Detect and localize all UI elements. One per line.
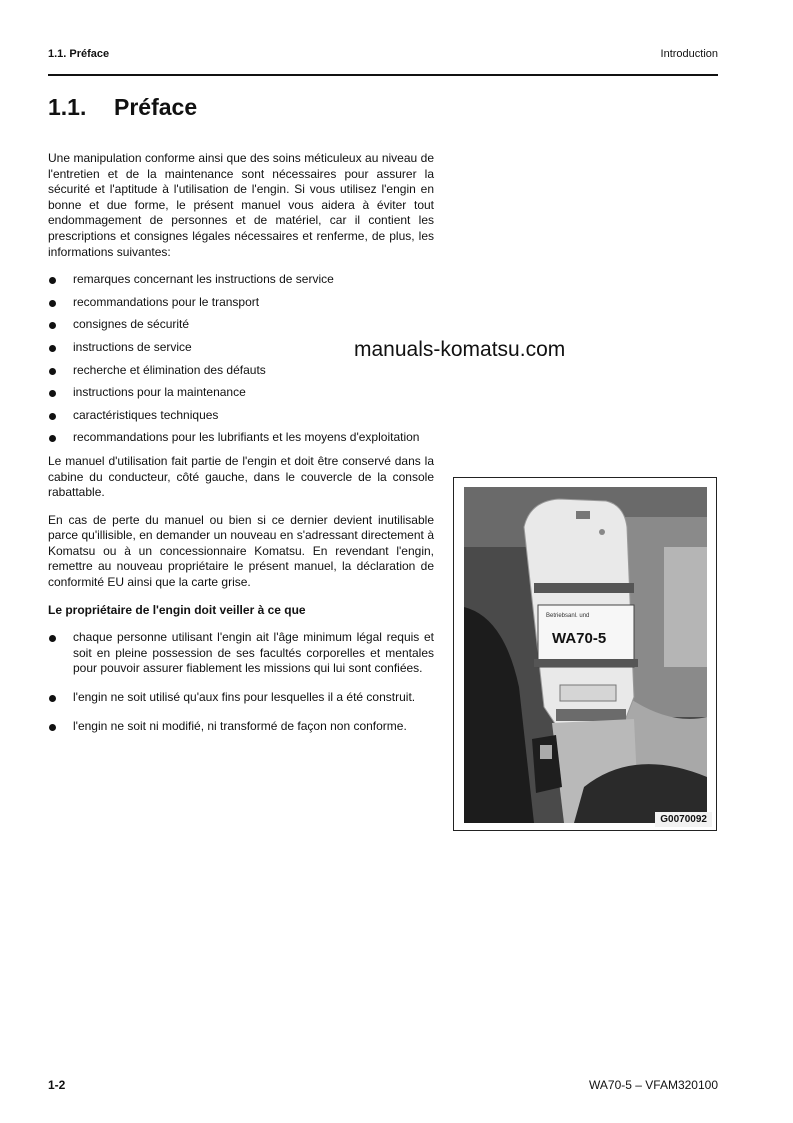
storage-paragraph: Le manuel d'utilisation fait partie de l'engin et doit être conservé dans la cabine du conducteur, côté gauche, dans le couvercle de la console rabattable. bbox=[48, 453, 434, 500]
page-title bbox=[48, 94, 197, 121]
owner-list bbox=[48, 630, 434, 734]
owner-heading: Le propriétaire de l'engin doit veiller à ce que bbox=[48, 602, 306, 617]
list-item: instructions pour la maintenance bbox=[48, 385, 434, 401]
title-text: Préface bbox=[114, 94, 198, 120]
bullet-icon bbox=[49, 413, 56, 420]
list-item: l'engin ne soit utilisé qu'aux fins pour lesquelles il a été construit. bbox=[48, 690, 434, 706]
list-item: instructions de service bbox=[48, 340, 434, 356]
list-item: consignes de sécurité bbox=[48, 317, 434, 333]
bullet-icon bbox=[49, 724, 56, 731]
bullet-icon bbox=[49, 300, 56, 307]
bullet-icon bbox=[49, 435, 56, 442]
bullet-icon bbox=[49, 368, 56, 375]
list-item: recherche et élimination des défauts bbox=[48, 363, 434, 379]
footer-page-number: 1-2 bbox=[48, 1078, 66, 1092]
header-section: 1.1. Préface bbox=[48, 48, 110, 60]
manual-holder-photo bbox=[464, 487, 707, 823]
footer-document-id: WA70-5 – VFAM320100 bbox=[589, 1078, 718, 1092]
intro-paragraph: Une manipulation conforme ainsi que des soins méticuleux au niveau de l'entretien et de la maintenance sont nécessaires pour assurer la sécurité et l'aptitude à l'utilisation de l'engin. Si vous utilisez l'engin en bonne et due forme, le présent manuel vous aidera à éviter tout endommagement de personnes et de matériel, car il contient les prescriptions et consignes légales nécessaires et renferme, de plus, les informations suivantes: bbox=[48, 151, 434, 259]
list-item: l'engin ne soit ni modifié, ni transformé de façon non conforme. bbox=[48, 719, 434, 735]
manual-holder-figure bbox=[453, 477, 717, 831]
list-item: caractéristiques techniques bbox=[48, 408, 434, 424]
loss-paragraph: En cas de perte du manuel ou bien si ce dernier devient inutilisable parce qu'illisible, en demander un nouveau en s'adressant directement à Komatsu ou à un concessionnaire Komatsu. En revendant l'engin, remettre au nouveau propriétaire le présent manuel, la déclaration de conformité EU ainsi que la carte grise. bbox=[48, 512, 434, 590]
watermark-link[interactable]: manuals-komatsu.com bbox=[354, 338, 566, 361]
bullet-icon bbox=[49, 277, 56, 284]
bullet-icon bbox=[49, 635, 56, 642]
main-column bbox=[48, 151, 434, 747]
list-item: remarques concernant les instructions de service bbox=[48, 272, 434, 288]
list-item: recommandations pour les lubrifiants et les moyens d'exploitation bbox=[48, 430, 434, 446]
bullet-icon bbox=[49, 322, 56, 329]
bullet-icon bbox=[49, 390, 56, 397]
figure-label-wa: WA70-5 bbox=[552, 630, 607, 647]
header-chapter: Introduction bbox=[660, 48, 718, 60]
title-number: 1.1. bbox=[48, 94, 87, 120]
header-rule bbox=[48, 74, 718, 76]
bullet-icon bbox=[49, 345, 56, 352]
list-item: recommandations pour le transport bbox=[48, 295, 434, 311]
figure-label-small: Betriebsanl. und bbox=[546, 613, 590, 619]
list-item: chaque personne utilisant l'engin ait l'âge minimum légal requis et soit en pleine possession de ses facultés corporelles et mentales pour pouvoir assurer fiablement les missions qui lui sont confiées. bbox=[48, 630, 434, 677]
bullet-icon bbox=[49, 695, 56, 702]
figure-code: G0070092 bbox=[655, 812, 712, 827]
